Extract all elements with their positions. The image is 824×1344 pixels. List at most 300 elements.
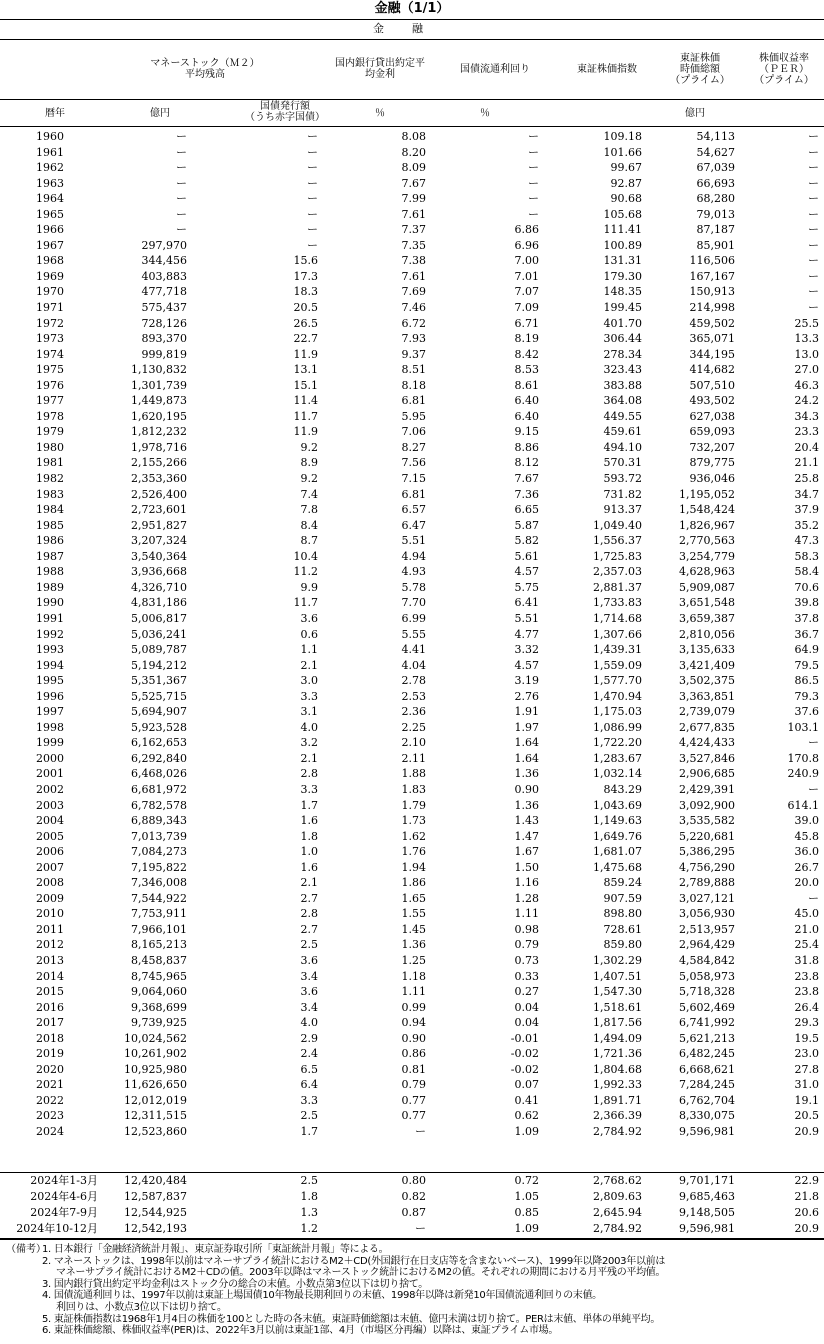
cell-topix: 1,577.70 [593, 674, 642, 688]
cell-year: 2017 [36, 1016, 64, 1030]
cell-topix: 731.82 [603, 487, 642, 501]
cell-bond-issue: 11.2 [293, 565, 318, 579]
cell-loan-rate: 7.15 [401, 472, 426, 486]
cell-bond-issue: 13.1 [293, 363, 318, 377]
cell-market-cap: 3,651,548 [679, 596, 735, 610]
cell-topix: 1,649.76 [593, 829, 642, 843]
cell-year: 2020 [36, 1062, 64, 1076]
cell-loan-rate: 8.09 [401, 161, 426, 175]
cell-market-cap: 6,762,704 [679, 1093, 735, 1107]
cell-market-cap: 3,363,851 [679, 689, 735, 703]
table-row [0, 720, 824, 736]
cell-bond-yield: 0.27 [514, 985, 539, 999]
cell-loan-rate: 5.95 [401, 409, 426, 423]
cell-loan-rate: 1.55 [401, 907, 426, 921]
table-row [0, 487, 824, 503]
cell-bond-issue: 2.1 [300, 658, 318, 672]
cell-bond-issue: ー [307, 192, 318, 206]
cell-per: 23.8 [794, 969, 819, 983]
cell-money-stock: 2,155,266 [131, 456, 187, 470]
cell-market-cap: 493,502 [689, 394, 735, 408]
cell-bond-issue: 3.4 [300, 969, 318, 983]
cell-money-stock: 2,526,400 [131, 487, 187, 501]
group-rule [0, 39, 824, 40]
table-row [0, 1108, 824, 1124]
table-row [0, 798, 824, 814]
cell-bond-yield: 0.73 [514, 953, 539, 967]
cell-money-stock: 403,883 [141, 269, 187, 283]
cell-loan-rate: 5.51 [401, 534, 426, 548]
cell-market-cap: 3,527,846 [679, 751, 735, 765]
col-header-market-cap: 東証株価 時価総額 （プライム） [670, 53, 730, 86]
cell-year: 1987 [36, 549, 64, 563]
cell-per: 20.9 [794, 1125, 819, 1138]
cell-loan-rate: 0.80 [401, 1174, 426, 1187]
cell-bond-issue: 2.5 [300, 1109, 318, 1123]
cell-bond-issue: 18.3 [293, 285, 318, 299]
cell-topix: 2,357.03 [593, 565, 642, 579]
cell-topix: 1,722.20 [593, 736, 642, 750]
cell-year: 1960 [36, 130, 64, 143]
cell-money-stock: 12,544,925 [124, 1206, 187, 1219]
cell-loan-rate: 6.81 [401, 487, 426, 501]
cell-bond-yield: 0.98 [514, 922, 539, 936]
cell-year: 1970 [36, 285, 64, 299]
cell-bond-yield: 7.00 [514, 254, 539, 268]
cell-year: 1968 [36, 254, 64, 268]
cell-loan-rate: 7.61 [401, 207, 426, 221]
page-title: 金融（1/1） [374, 1, 450, 16]
cell-market-cap: 5,220,681 [679, 829, 735, 843]
cell-topix: 494.10 [603, 440, 642, 454]
cell-year: 1983 [36, 487, 64, 501]
cell-loan-rate: 1.25 [401, 953, 426, 967]
cell-loan-rate: 7.35 [401, 238, 426, 252]
table-row [0, 937, 824, 953]
table-row [0, 751, 824, 767]
cell-loan-rate: 8.18 [401, 378, 426, 392]
cell-year: 2013 [36, 953, 64, 967]
cell-bond-yield: 4.77 [514, 627, 539, 641]
cell-topix: 1,494.09 [593, 1031, 642, 1045]
table-row [0, 1046, 824, 1062]
cell-year: 2019 [36, 1047, 64, 1061]
cell-per: 27.0 [794, 363, 819, 377]
cell-loan-rate: 7.38 [401, 254, 426, 268]
cell-market-cap: 5,602,469 [679, 1000, 735, 1014]
cell-per: 170.8 [787, 751, 819, 765]
cell-loan-rate: 1.83 [401, 782, 426, 796]
cell-per: 31.0 [794, 1078, 819, 1092]
cell-bond-issue: 3.0 [300, 674, 318, 688]
cell-loan-rate: 1.88 [401, 767, 426, 781]
table-row [0, 1124, 824, 1140]
table-row [0, 1189, 824, 1205]
cell-topix: 859.80 [603, 938, 642, 952]
cell-topix: 459.61 [603, 425, 642, 439]
cell-bond-yield: 1.36 [514, 798, 539, 812]
cell-per: 13.0 [794, 347, 819, 361]
cell-year: 2024年1-3月 [30, 1174, 98, 1187]
cell-bond-issue: 1.0 [300, 845, 318, 859]
table-row [0, 704, 824, 720]
cell-bond-issue: 1.7 [300, 798, 318, 812]
cell-topix: 364.08 [603, 394, 642, 408]
cell-per: 24.2 [794, 394, 819, 408]
cell-topix: 2,366.39 [593, 1109, 642, 1123]
cell-money-stock: 728,126 [141, 316, 187, 330]
cell-per: 20.5 [794, 1109, 819, 1123]
table-row [0, 145, 824, 161]
cell-year: 2016 [36, 1000, 64, 1014]
cell-loan-rate: 2.11 [401, 751, 426, 765]
cell-money-stock: ー [176, 145, 187, 159]
cell-year: 2005 [36, 829, 64, 843]
cell-money-stock: 6,681,972 [131, 782, 187, 796]
cell-bond-issue: 11.9 [293, 425, 318, 439]
cell-bond-issue: 2.8 [300, 907, 318, 921]
cell-per: 21.0 [794, 922, 819, 936]
cell-topix: 1,721.36 [593, 1047, 642, 1061]
cell-per: 614.1 [787, 798, 819, 812]
cell-money-stock: 7,084,273 [131, 845, 187, 859]
cell-market-cap: 4,628,963 [679, 565, 735, 579]
table-row [0, 284, 824, 300]
table-row [0, 1015, 824, 1031]
cell-bond-issue: 11.9 [293, 347, 318, 361]
cell-per: ー [808, 192, 819, 206]
cell-bond-yield: 0.79 [514, 938, 539, 952]
cell-loan-rate: 1.18 [401, 969, 426, 983]
cell-bond-issue: 11.4 [293, 394, 318, 408]
unit-rule [0, 126, 824, 127]
cell-bond-issue: 3.3 [300, 1093, 318, 1107]
table-row [0, 829, 824, 845]
group-header: 金融 [373, 22, 451, 35]
cell-market-cap: 3,135,633 [679, 643, 735, 657]
table-row [0, 1077, 824, 1093]
cell-topix: 105.68 [603, 207, 642, 221]
cell-per: 37.8 [794, 611, 819, 625]
cell-bond-issue: 1.7 [300, 1125, 318, 1138]
cell-year: 1992 [36, 627, 64, 641]
cell-bond-yield: -0.02 [510, 1047, 539, 1061]
cell-bond-issue: 1.3 [300, 1206, 318, 1219]
cell-bond-issue: ー [307, 223, 318, 237]
cell-bond-yield: 0.04 [514, 1016, 539, 1030]
cell-bond-yield: 0.33 [514, 969, 539, 983]
cell-bond-yield: 1.11 [514, 907, 539, 921]
cell-topix: 109.18 [603, 130, 642, 143]
cell-per: ー [808, 161, 819, 175]
cell-market-cap: 4,584,842 [679, 953, 735, 967]
cell-bond-yield: 1.97 [514, 720, 539, 734]
cell-bond-issue: 17.3 [293, 269, 318, 283]
cell-topix: 1,439.31 [593, 643, 642, 657]
cell-loan-rate: 5.55 [401, 627, 426, 641]
cell-topix: 179.30 [603, 269, 642, 283]
cell-bond-yield: ー [528, 161, 539, 175]
note-line: 利回りは、小数点3位以下は切り捨て。 [56, 1302, 227, 1313]
cell-loan-rate: 6.99 [401, 611, 426, 625]
cell-money-stock: 297,970 [141, 238, 187, 252]
cell-topix: 199.45 [603, 301, 642, 315]
cell-market-cap: 3,659,387 [679, 611, 735, 625]
cell-per: 37.6 [794, 705, 819, 719]
cell-loan-rate: 0.86 [401, 1047, 426, 1061]
cell-per: 58.4 [794, 565, 819, 579]
cell-money-stock: 477,718 [141, 285, 187, 299]
table-row [0, 1205, 824, 1221]
cell-loan-rate: 0.77 [401, 1109, 426, 1123]
table-row [0, 129, 824, 145]
cell-per: 27.8 [794, 1062, 819, 1076]
cell-bond-yield: 0.72 [514, 1174, 539, 1187]
cell-bond-yield: 7.36 [514, 487, 539, 501]
cell-bond-issue: 2.7 [300, 922, 318, 936]
cell-bond-issue: ー [307, 207, 318, 221]
cell-topix: 1,302.29 [593, 953, 642, 967]
cell-bond-yield: 7.07 [514, 285, 539, 299]
table-row [0, 658, 824, 674]
cell-per: 21.1 [794, 456, 819, 470]
table-row [0, 735, 824, 751]
cell-per: 19.1 [794, 1093, 819, 1107]
cell-money-stock: 10,261,902 [124, 1047, 187, 1061]
cell-per: 35.2 [794, 518, 819, 532]
cell-money-stock: 10,024,562 [124, 1031, 187, 1045]
cell-topix: 2,645.94 [593, 1206, 642, 1219]
cell-money-stock: ー [176, 130, 187, 143]
table-row [0, 564, 824, 580]
cell-bond-issue: 3.6 [300, 611, 318, 625]
cell-topix: 1,043.69 [593, 798, 642, 812]
cell-topix: 1,681.07 [593, 845, 642, 859]
cell-money-stock: 11,626,650 [124, 1078, 187, 1092]
cell-year: 1988 [36, 565, 64, 579]
cell-bond-issue: 1.6 [300, 860, 318, 874]
cell-money-stock: 10,925,980 [124, 1062, 187, 1076]
table-row [0, 207, 824, 223]
cell-bond-issue: 3.6 [300, 985, 318, 999]
cell-year: 1999 [36, 736, 64, 750]
cell-money-stock: 3,540,364 [131, 549, 187, 563]
cell-per: 23.3 [794, 425, 819, 439]
cell-market-cap: 6,741,992 [679, 1016, 735, 1030]
cell-year: 1973 [36, 332, 64, 346]
cell-year: 1989 [36, 580, 64, 594]
cell-per: ー [808, 130, 819, 143]
cell-loan-rate: 7.70 [401, 596, 426, 610]
cell-per: 240.9 [787, 767, 819, 781]
cell-bond-yield: 7.67 [514, 472, 539, 486]
table-row [0, 300, 824, 316]
cell-year: 2024 [36, 1125, 64, 1138]
cell-per: ー [808, 238, 819, 252]
cell-market-cap: 54,627 [696, 145, 735, 159]
cell-money-stock: 3,207,324 [131, 534, 187, 548]
cell-market-cap: 3,092,900 [679, 798, 735, 812]
cell-per: 103.1 [787, 720, 819, 734]
cell-bond-issue: 2.5 [300, 1174, 318, 1187]
cell-per: ー [808, 223, 819, 237]
cell-loan-rate: 7.46 [401, 301, 426, 315]
cell-market-cap: 3,254,779 [679, 549, 735, 563]
cell-money-stock: 8,165,213 [131, 938, 187, 952]
col-header-bond-yield: 国債流通利回り [460, 64, 530, 75]
cell-per: 25.4 [794, 938, 819, 952]
cell-bond-issue: 8.9 [300, 456, 318, 470]
cell-market-cap: 879,775 [689, 456, 735, 470]
table-row [0, 316, 824, 332]
cell-topix: 843.29 [603, 782, 642, 796]
cell-year: 1972 [36, 316, 64, 330]
cell-year: 1997 [36, 705, 64, 719]
cell-loan-rate: 0.99 [401, 1000, 426, 1014]
cell-market-cap: 9,596,981 [679, 1222, 735, 1235]
cell-loan-rate: 0.87 [401, 1206, 426, 1219]
table-row [0, 844, 824, 860]
cell-market-cap: 507,510 [689, 378, 735, 392]
cell-money-stock: 6,782,578 [131, 798, 187, 812]
cell-money-stock: 6,292,840 [131, 751, 187, 765]
cell-bond-yield: -0.02 [510, 1062, 539, 1076]
cell-year: 1964 [36, 192, 64, 206]
cell-year: 1981 [36, 456, 64, 470]
table-row [0, 1031, 824, 1047]
cell-loan-rate: 4.93 [401, 565, 426, 579]
col-header-money-stock: マネーストック（Ｍ２） 平均残高 [150, 58, 260, 80]
cell-bond-yield: 3.32 [514, 643, 539, 657]
cell-year: 2023 [36, 1109, 64, 1123]
cell-money-stock: ー [176, 192, 187, 206]
cell-market-cap: 3,027,121 [679, 891, 735, 905]
cell-bond-issue: 11.7 [293, 596, 318, 610]
cell-market-cap: 150,913 [689, 285, 735, 299]
cell-money-stock: 9,739,925 [131, 1016, 187, 1030]
cell-year: 2024年4-6月 [30, 1190, 98, 1203]
cell-money-stock: 7,346,008 [131, 876, 187, 890]
table-row [0, 1221, 824, 1237]
cell-money-stock: 2,951,827 [131, 518, 187, 532]
cell-loan-rate: 7.99 [401, 192, 426, 206]
cell-money-stock: 6,468,026 [131, 767, 187, 781]
cell-bond-issue: ー [307, 130, 318, 143]
cell-per: 25.5 [794, 316, 819, 330]
cell-bond-yield: 8.19 [514, 332, 539, 346]
cell-per: ー [808, 176, 819, 190]
cell-bond-yield: 5.51 [514, 611, 539, 625]
cell-bond-yield: 1.91 [514, 705, 539, 719]
cell-bond-issue: 20.5 [293, 301, 318, 315]
cell-topix: 1,475.68 [593, 860, 642, 874]
cell-loan-rate: 1.45 [401, 922, 426, 936]
cell-per: ー [808, 145, 819, 159]
cell-per: ー [808, 782, 819, 796]
cell-year: 1962 [36, 161, 64, 175]
cell-market-cap: 1,548,424 [679, 503, 735, 517]
cell-per: 29.3 [794, 1016, 819, 1030]
cell-market-cap: 659,093 [689, 425, 735, 439]
cell-topix: 898.80 [603, 907, 642, 921]
table-row [0, 580, 824, 596]
cell-loan-rate: 8.08 [401, 130, 426, 143]
cell-per: 31.8 [794, 953, 819, 967]
cell-bond-yield: 5.87 [514, 518, 539, 532]
cell-topix: 99.67 [610, 161, 642, 175]
cell-loan-rate: 0.94 [401, 1016, 426, 1030]
cell-year: 2022 [36, 1093, 64, 1107]
cell-year: 1995 [36, 674, 64, 688]
cell-bond-yield: 8.53 [514, 363, 539, 377]
cell-bond-yield: 4.57 [514, 658, 539, 672]
cell-money-stock: 5,194,212 [131, 658, 187, 672]
cell-loan-rate: 6.81 [401, 394, 426, 408]
cell-year: 1963 [36, 176, 64, 190]
table-row [0, 518, 824, 534]
cell-market-cap: 68,280 [696, 192, 735, 206]
cell-money-stock: 1,130,832 [131, 363, 187, 377]
table-row [0, 642, 824, 658]
cell-loan-rate: 4.94 [401, 549, 426, 563]
cell-bond-yield: 1.36 [514, 767, 539, 781]
cell-bond-yield: 1.47 [514, 829, 539, 843]
cell-per: 22.9 [794, 1174, 819, 1187]
table-row [0, 673, 824, 689]
cell-loan-rate: ー [415, 1125, 426, 1138]
cell-bond-yield: 7.01 [514, 269, 539, 283]
quarter-table [0, 1173, 824, 1237]
cell-per: 26.4 [794, 1000, 819, 1014]
cell-money-stock: 12,012,019 [124, 1093, 187, 1107]
cell-bond-yield: 1.67 [514, 845, 539, 859]
cell-market-cap: 4,756,290 [679, 860, 735, 874]
cell-bond-issue: 3.3 [300, 782, 318, 796]
cell-loan-rate: 1.86 [401, 876, 426, 890]
cell-money-stock: 5,006,817 [131, 611, 187, 625]
cell-bond-yield: 8.42 [514, 347, 539, 361]
cell-money-stock: 5,525,715 [131, 689, 187, 703]
cell-loan-rate: 9.37 [401, 347, 426, 361]
cell-bond-issue: ー [307, 238, 318, 252]
note-line: 6. 東証株価総額、株価収益率(PER)は、2022年3月以前は東証1部、4月（市場区分再編）以降は、東証プライム市場。 [42, 1325, 559, 1337]
cell-year: 2024年7-9月 [30, 1206, 98, 1219]
cell-year: 2001 [36, 767, 64, 781]
cell-bond-issue: 1.1 [300, 643, 318, 657]
cell-money-stock: 4,326,710 [131, 580, 187, 594]
table-row [0, 549, 824, 565]
cell-loan-rate: 8.20 [401, 145, 426, 159]
unit-market-cap: 億円 [685, 108, 705, 119]
cell-loan-rate: 7.37 [401, 223, 426, 237]
cell-topix: 1,725.83 [593, 549, 642, 563]
cell-money-stock: 9,064,060 [131, 985, 187, 999]
unit-loan-rate: ％ [375, 108, 385, 119]
cell-topix: 1,547.30 [593, 985, 642, 999]
cell-market-cap: 54,113 [696, 130, 735, 143]
cell-loan-rate: 1.11 [401, 985, 426, 999]
cell-bond-yield: ー [528, 192, 539, 206]
cell-money-stock: 344,456 [141, 254, 187, 268]
cell-money-stock: 1,978,716 [131, 440, 187, 454]
cell-money-stock: 4,831,186 [131, 596, 187, 610]
cell-bond-issue: 3.3 [300, 689, 318, 703]
table-row [0, 689, 824, 705]
table-row [0, 1093, 824, 1109]
cell-bond-issue: 4.0 [300, 720, 318, 734]
notes-label: （備考） [6, 1244, 46, 1255]
cell-market-cap: 85,901 [696, 238, 735, 252]
